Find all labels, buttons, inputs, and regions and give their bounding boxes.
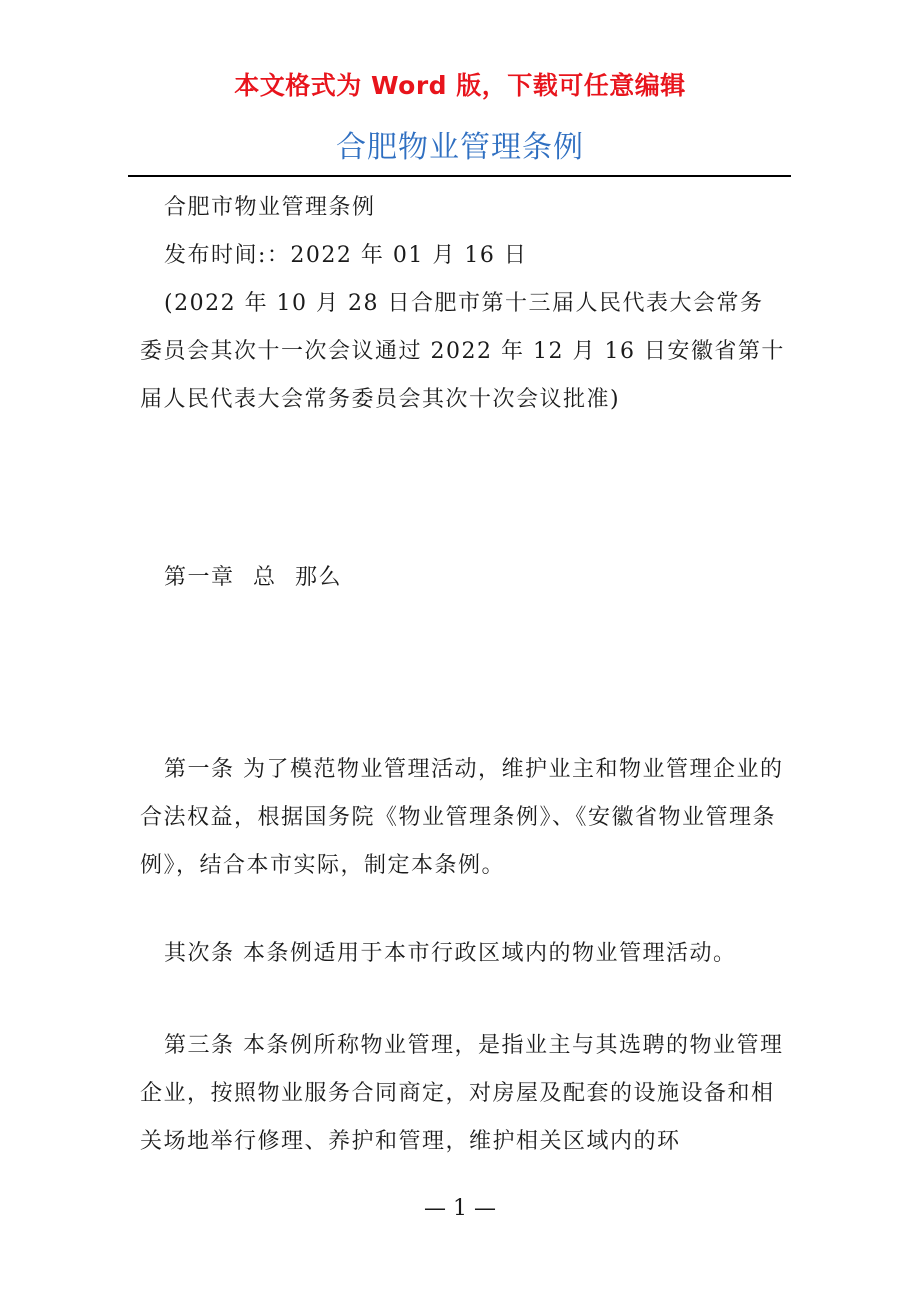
document-body bbox=[140, 184, 786, 1166]
spacer bbox=[140, 978, 786, 1022]
article-2: 其次条 本条例适用于本市行政区域内的物业管理活动。 bbox=[164, 941, 737, 966]
article-1: 第一条 为了模范物业管理活动，维护业主和物业管理企业的合法权益，根据国务院《物业管理条例》、《安徽省物业管理条例》，结合本市实际，制定本条例。 bbox=[140, 757, 784, 878]
adoption-note: (2022 年 10 月 28 日合肥市第十三届人民代表大会常务委员会其次十一次会议通过 2022 年 12 月 16 日安徽省第十届人民代表大会常务委员会其次十次会议批准) bbox=[140, 291, 785, 412]
format-banner: 本文格式为 Word 版，下载可任意编辑 bbox=[234, 71, 686, 100]
spacer bbox=[140, 890, 786, 930]
publish-date: 发布时间:：2022 年 01 月 16 日 bbox=[164, 243, 528, 268]
chapter-heading: 第一章 总 那么 bbox=[164, 565, 342, 590]
spacer bbox=[140, 602, 786, 746]
page-number: — 1 — bbox=[424, 1196, 496, 1221]
document-title: 合肥物业管理条例 bbox=[336, 130, 584, 165]
article-3: 第三条 本条例所称物业管理，是指业主与其选聘的物业管理企业，按照物业服务合同商定，对房屋及配套的设施设备和相关场地举行修理、养护和管理，维护相关区域内的环 bbox=[140, 1033, 784, 1154]
regulation-heading: 合肥市物业管理条例 bbox=[164, 195, 376, 220]
spacer bbox=[140, 424, 786, 554]
title-divider bbox=[128, 175, 791, 177]
